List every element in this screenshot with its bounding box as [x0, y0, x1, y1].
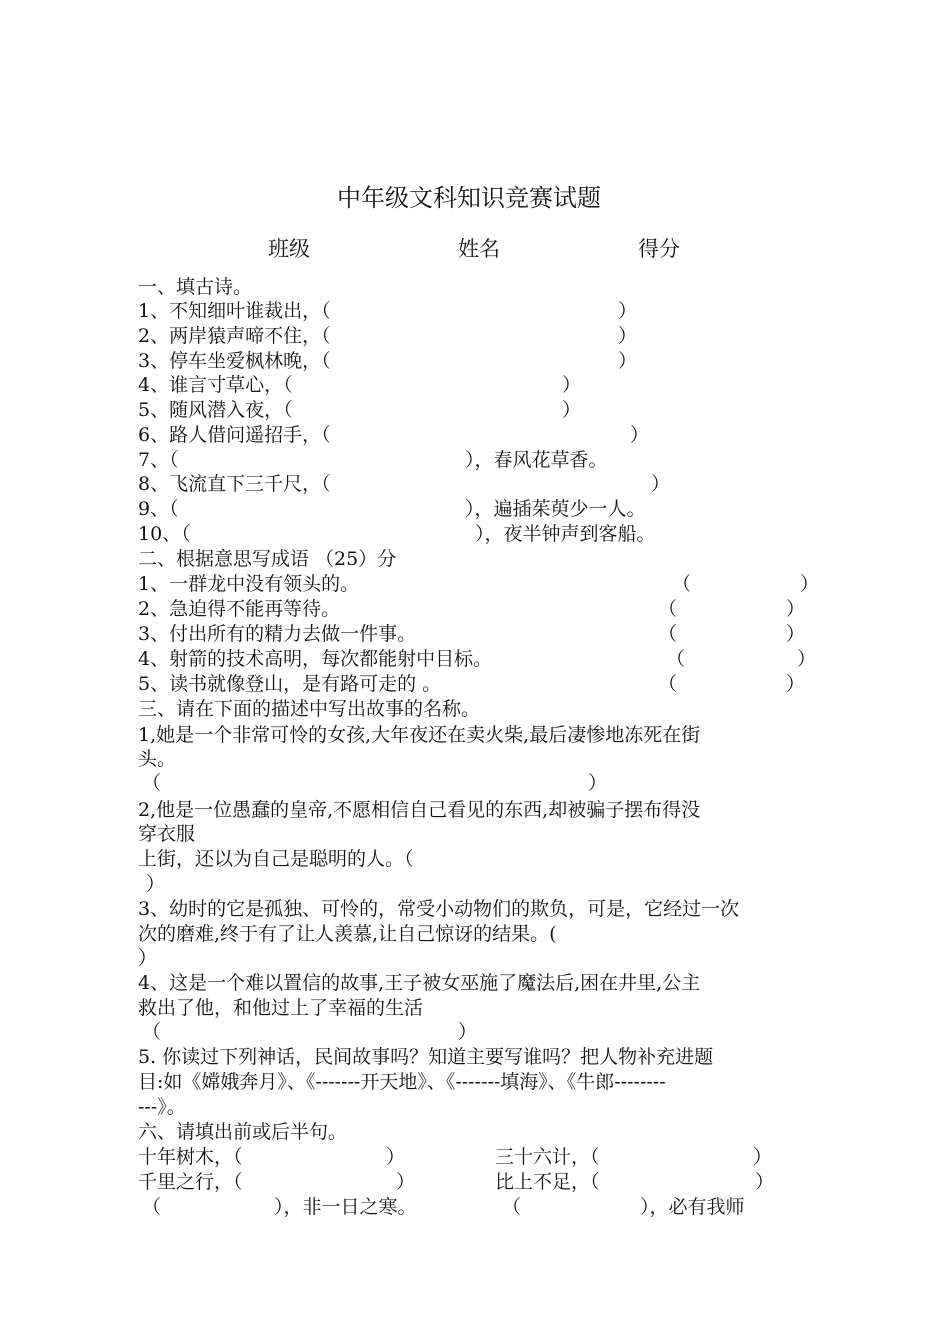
- story-1-line-1: 1,她是一个非常可怜的女孩,大年夜还在卖火柴,最后凄惨地冻死在街: [138, 724, 701, 746]
- page-title: 中年级文科知识竞赛试题: [337, 184, 601, 212]
- poem-answer-close-3: ）: [618, 350, 638, 372]
- idiom-answer-open-5: （: [658, 673, 678, 695]
- poem-question-1: 1、不知细叶谁裁出，（: [138, 300, 331, 322]
- idiom-question-2: 2、急迫得不能再等待。: [138, 598, 341, 620]
- poem-question-10: 10、（: [138, 523, 191, 545]
- name-label: 姓名: [458, 237, 500, 261]
- proverb-1-left: 十年树木，（: [138, 1146, 243, 1168]
- poem-answer-close-7: ），春风花草香。: [465, 449, 608, 471]
- proverb-3-right-open: （: [502, 1196, 522, 1218]
- story-2-line-3: 上街，还以为自己是聪明的人。（: [138, 848, 414, 870]
- poem-answer-close-9: ），遍插茱萸少一人。: [465, 498, 646, 520]
- proverb-3-left-open: （: [142, 1196, 162, 1218]
- story-4-line-2: 救出了他，和他过上了幸福的生活: [138, 997, 424, 1019]
- proverb-1-left-close: ）: [386, 1146, 406, 1168]
- class-label: 班级: [268, 237, 310, 261]
- poem-question-7: 7、（: [138, 449, 179, 471]
- story-1-answer-close: ）: [588, 772, 608, 794]
- proverb-1-right-close: ）: [753, 1146, 773, 1168]
- story-3-line-2: 次的磨难,终于有了让人羡慕,让自己惊讶的结果。(: [138, 923, 557, 945]
- idiom-answer-close-5: ）: [786, 673, 806, 695]
- idiom-question-4: 4、射箭的技术高明，每次都能射中目标。: [138, 648, 493, 670]
- story-1-line-2: 头。: [138, 748, 177, 770]
- story-4-answer-open: （: [142, 1021, 162, 1043]
- poem-question-2: 2、两岸猿声啼不住，（: [138, 325, 331, 347]
- section-6-heading: 六、请填出前或后半句。: [138, 1121, 348, 1143]
- proverb-3-left-close: ），非一日之寒。: [274, 1196, 417, 1218]
- myth-question-line-2: 目:如《嫦娥奔月》、《-------开天地》、《-------填海》、《牛郎--------: [138, 1071, 666, 1093]
- poem-question-4: 4、谁言寸草心，（: [138, 374, 293, 396]
- poem-question-6: 6、路人借问遥招手，（: [138, 424, 331, 446]
- idiom-answer-close-1: ）: [800, 573, 820, 595]
- score-label: 得分: [638, 237, 680, 261]
- section-2-heading: 二、根据意思写成语 （25）分: [138, 548, 397, 570]
- story-3-answer-close: ）: [138, 947, 158, 969]
- story-3-line-1: 3、幼时的它是孤独、可怜的，常受小动物们的欺负，可是，它经过一次: [138, 898, 740, 920]
- section-3-heading: 三、请在下面的描述中写出故事的名称。: [138, 698, 481, 720]
- idiom-answer-open-4: （: [666, 648, 686, 670]
- story-1-answer-open: （: [142, 772, 162, 794]
- idiom-question-1: 1、一群龙中没有领头的。: [138, 573, 360, 595]
- poem-answer-close-5: ）: [562, 399, 582, 421]
- story-2-line-2: 穿衣服: [138, 823, 196, 845]
- poem-answer-close-4: ）: [562, 374, 582, 396]
- idiom-question-5: 5、读书就像登山，是有路可走的 。: [138, 673, 442, 695]
- poem-answer-close-8: ）: [651, 473, 671, 495]
- poem-answer-close-10: ），夜半钟声到客船。: [475, 523, 656, 545]
- poem-question-5: 5、随风潜入夜，（: [138, 399, 293, 421]
- proverb-2-left-close: ）: [396, 1171, 416, 1193]
- proverb-2-right-close: ）: [755, 1171, 775, 1193]
- story-4-answer-close: ）: [458, 1021, 478, 1043]
- idiom-answer-open-2: （: [658, 598, 678, 620]
- poem-answer-close-1: ）: [618, 300, 638, 322]
- proverb-2-right: 比上不足，（: [495, 1171, 600, 1193]
- poem-answer-close-2: ）: [618, 325, 638, 347]
- story-4-line-1: 4、这是一个难以置信的故事,王子被女巫施了魔法后,困在井里,公主: [138, 972, 701, 994]
- idiom-question-3: 3、付出所有的精力去做一件事。: [138, 623, 417, 645]
- idiom-answer-close-3: ）: [786, 623, 806, 645]
- proverb-2-left: 千里之行，（: [138, 1171, 243, 1193]
- idiom-answer-close-2: ）: [786, 598, 806, 620]
- myth-question-line-1: 5. 你读过下列神话，民间故事吗？知道主要写谁吗？把人物补充进题: [138, 1046, 714, 1068]
- myth-question-line-3: ---》。: [138, 1096, 186, 1118]
- poem-answer-close-6: ）: [630, 424, 650, 446]
- poem-question-3: 3、停车坐爱枫林晚，（: [138, 350, 331, 372]
- idiom-answer-open-1: （: [672, 573, 692, 595]
- poem-question-9: 9、（: [138, 498, 179, 520]
- idiom-answer-open-3: （: [658, 623, 678, 645]
- story-2-answer-close: ）: [146, 873, 166, 895]
- proverb-1-right: 三十六计，（: [495, 1146, 600, 1168]
- section-1-heading: 一、填古诗。: [138, 276, 253, 298]
- idiom-answer-close-4: ）: [797, 648, 817, 670]
- proverb-3-right-close: ），必有我师: [640, 1196, 745, 1218]
- story-2-line-1: 2,他是一位愚蠢的皇帝,不愿相信自己看见的东西,却被骗子摆布得没: [138, 799, 701, 821]
- poem-question-8: 8、飞流直下三千尺，（: [138, 473, 331, 495]
